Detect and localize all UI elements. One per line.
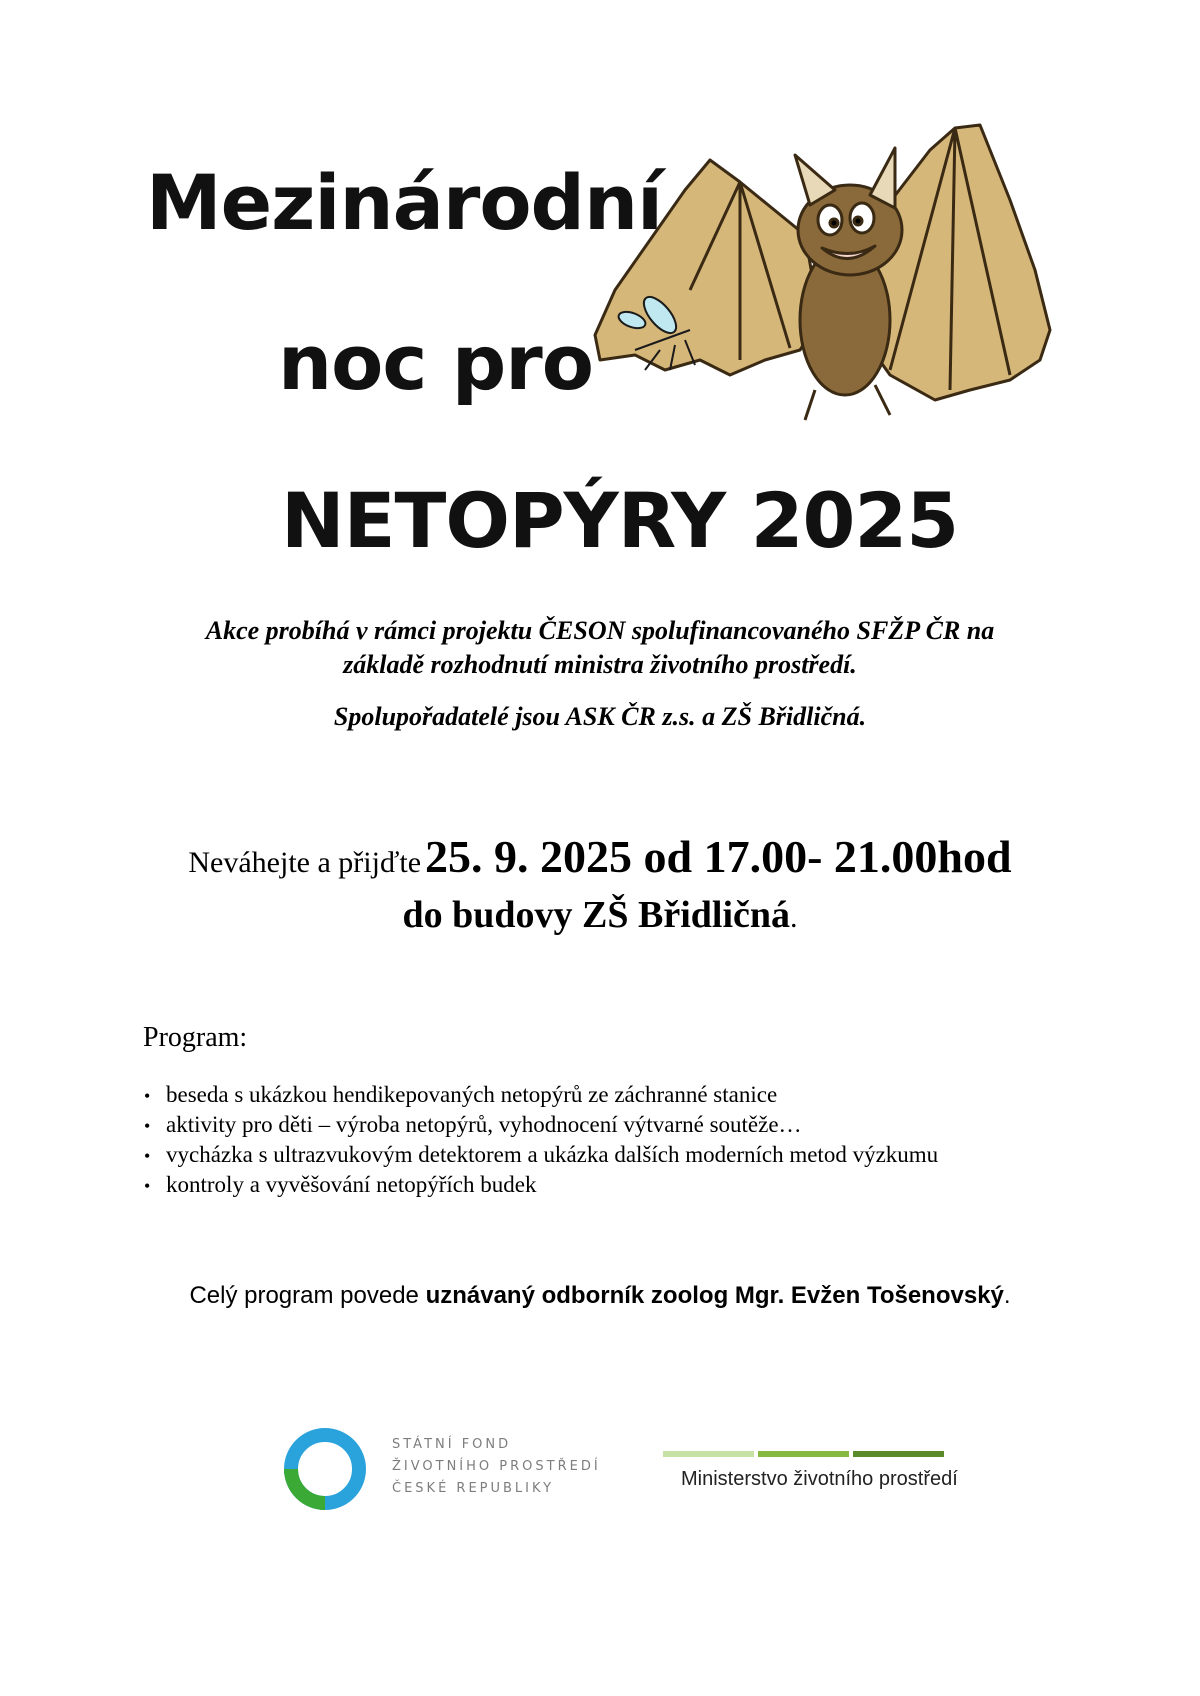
- host-name: uznávaný odborník zoolog Mgr. Evžen Tošenovský: [425, 1282, 1004, 1309]
- bullet-icon: •: [144, 1176, 151, 1196]
- sfzp-text-line-1: STÁTNÍ FOND: [392, 1437, 512, 1452]
- mzp-bar-dark: [853, 1451, 944, 1457]
- sfzp-text-line-2: ŽIVOTNÍHO PROSTŘEDÍ: [392, 1459, 601, 1474]
- event-place: [0, 893, 1200, 937]
- invitation-prefix: Neváhejte a přijďte: [188, 846, 422, 879]
- event-place-end: .: [790, 901, 798, 934]
- host-line: [0, 1282, 1200, 1310]
- title-line-3: NETOPÝRY 2025: [281, 476, 959, 565]
- co-organizers-line: Spolupořadatelé jsou ASK ČR z.s. a ZŠ Břidličná.: [333, 702, 867, 731]
- bat-with-mosquito-illustration: [590, 120, 1060, 450]
- list-item: [144, 1140, 938, 1170]
- list-item: [144, 1170, 938, 1200]
- program-item-text: vycházka s ultrazvukovým detektorem a ukázka dalších moderních metod výzkumu: [166, 1142, 939, 1167]
- invitation-line: [0, 830, 1200, 883]
- program-item-text: kontroly a vyvěšování netopýřích budek: [166, 1172, 537, 1197]
- host-prefix: Celý program povede: [189, 1282, 426, 1309]
- list-item: [144, 1080, 938, 1110]
- intro-line-1: Akce probíhá v rámci projektu ČESON spolufinancovaného SFŽP ČR na: [205, 616, 995, 645]
- bullet-icon: •: [144, 1146, 151, 1166]
- host-suffix: .: [1003, 1282, 1011, 1309]
- title-line-2: noc pro: [278, 318, 593, 407]
- list-item: [144, 1110, 938, 1140]
- program-item-text: aktivity pro děti – výroba netopýrů, vyhodnocení výtvarné soutěže…: [166, 1112, 802, 1137]
- mzp-bar-light: [663, 1451, 754, 1457]
- sfzp-text-line-3: ČESKÉ REPUBLIKY: [392, 1481, 555, 1496]
- title-line-1: Mezinárodní: [146, 158, 663, 247]
- bullet-icon: •: [144, 1086, 151, 1106]
- event-place-text: do budovy ZŠ Břidličná: [402, 894, 791, 936]
- program-list: [144, 1080, 938, 1200]
- intro-line-2: základě rozhodnutí ministra životního prostředí.: [343, 650, 857, 679]
- event-datetime: 25. 9. 2025 od 17.00- 21.00hod: [425, 831, 1012, 882]
- mzp-logo-text: Ministerstvo životního prostředí: [681, 1468, 958, 1490]
- program-label: Program:: [143, 1022, 248, 1053]
- mzp-bar-mid: [758, 1451, 849, 1457]
- bullet-icon: •: [144, 1116, 151, 1136]
- program-item-text: beseda s ukázkou hendikepovaných netopýrů ze záchranné stanice: [166, 1082, 778, 1107]
- sfzp-circle-logo: [282, 1426, 368, 1512]
